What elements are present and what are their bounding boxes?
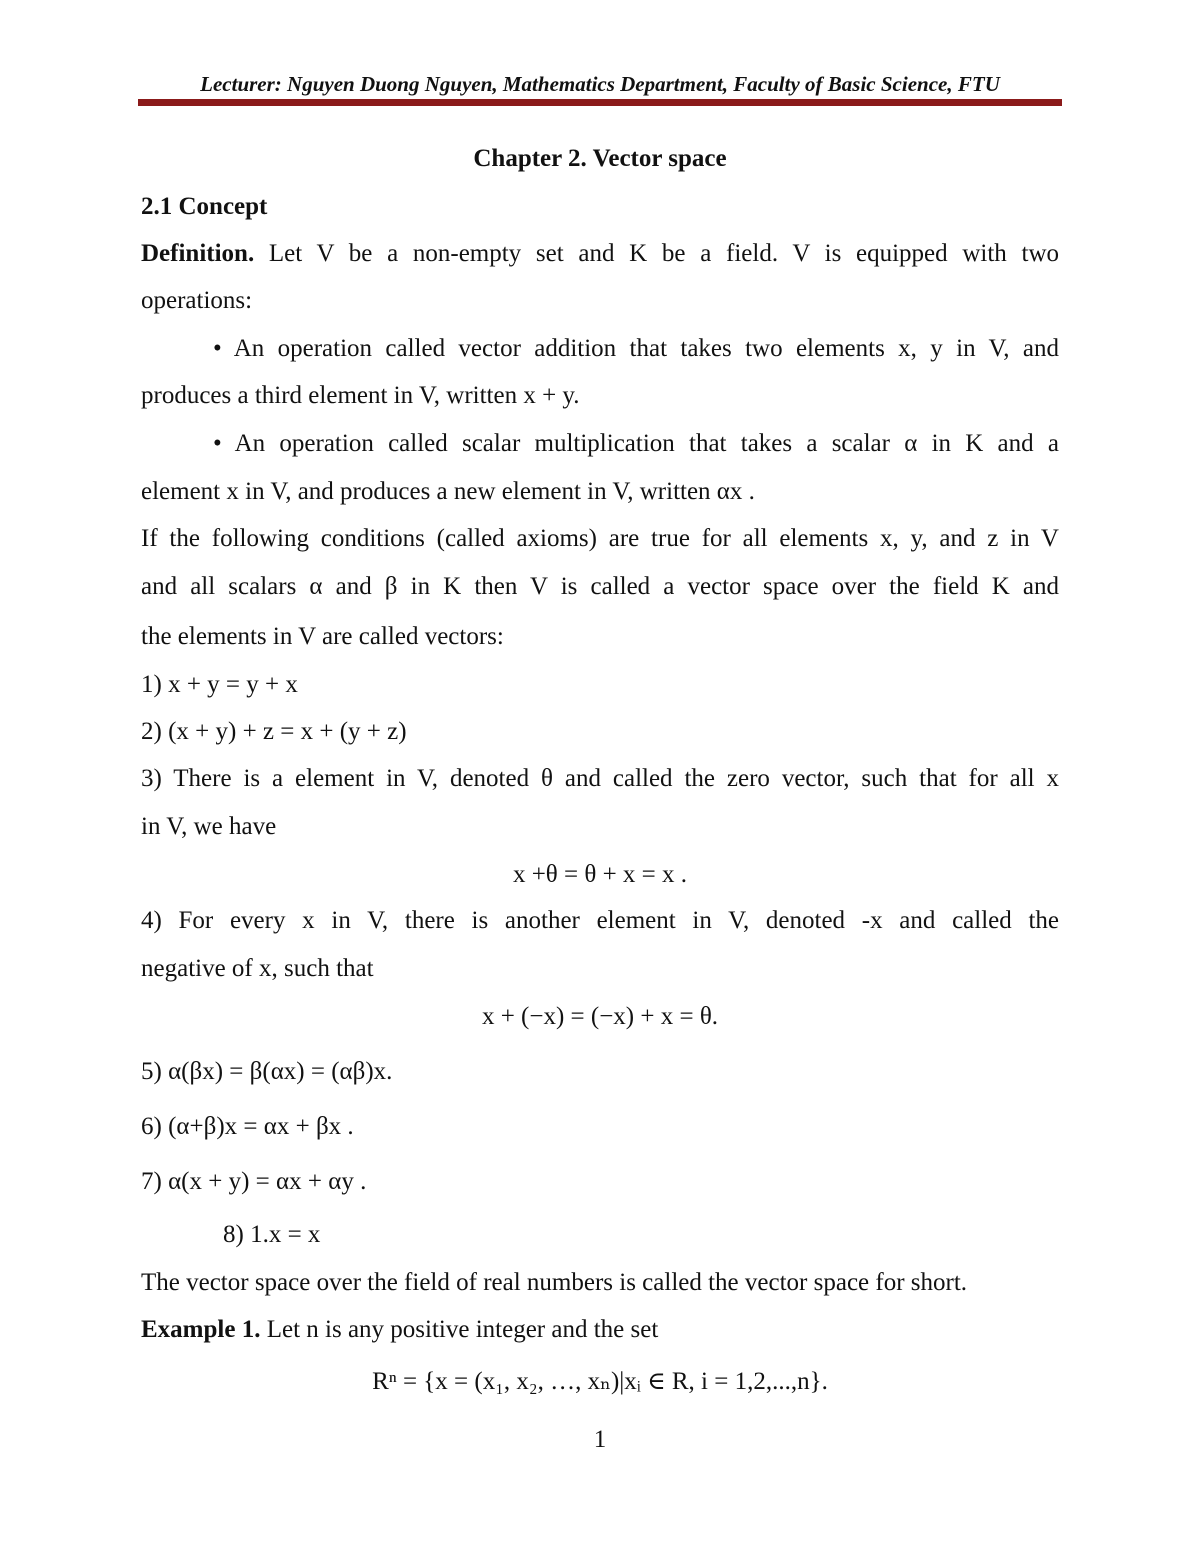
axiom-2: 2) (x + y) + z = x + (y + z) bbox=[141, 718, 407, 745]
axiom-7: 7) α(x + y) = αx + αy . bbox=[141, 1168, 367, 1195]
definition-label: Definition. bbox=[141, 240, 255, 267]
header-rule bbox=[138, 99, 1062, 106]
definition-line-1 bbox=[141, 241, 1059, 266]
bullet-addition-line-2: produces a third element in V, written x + y. bbox=[141, 382, 580, 409]
page-number: 1 bbox=[593, 1426, 607, 1453]
definition-text: Let V be a non-empty set and K be a field. V is equipped with two bbox=[254, 240, 1059, 267]
page-header: Lecturer: Nguyen Duong Nguyen, Mathematics Department, Faculty of Basic Science, FTU bbox=[200, 72, 1000, 96]
axiom-1: 1) x + y = y + x bbox=[141, 671, 298, 698]
closing-sentence: The vector space over the field of real numbers is called the vector space for short. bbox=[141, 1269, 968, 1296]
axiom-6: 6) (α+β)x = αx + βx . bbox=[141, 1113, 354, 1140]
conditions-line-1: If the following conditions (called axioms) are true for all elements x, y, and z in V bbox=[141, 525, 1059, 552]
chapter-title: Chapter 2. Vector space bbox=[473, 145, 727, 172]
conditions-line-2: and all scalars α and β in K then V is called a vector space over the field K and bbox=[141, 573, 1059, 600]
axiom-4-formula: x + (−x) = (−x) + x = θ. bbox=[481, 1003, 719, 1030]
axiom-3-line-2: in V, we have bbox=[141, 813, 277, 840]
example-formula: Rⁿ = {x = (x₁, x₂, …, xₙ)|xᵢ ∈ R, i = 1,2,...,n}. bbox=[372, 1368, 828, 1395]
axiom-4-line-1: 4) For every x in V, there is another element in V, denoted -x and called the bbox=[141, 907, 1059, 934]
example-text: Let n is any positive integer and the set bbox=[260, 1316, 659, 1343]
axiom-3-formula: x +θ = θ + x = x . bbox=[512, 861, 688, 888]
axiom-3-line-1: 3) There is a element in V, denoted θ and called the zero vector, such that for all x bbox=[141, 765, 1059, 792]
bullet-scalar-line-2: element x in V, and produces a new element in V, written αx . bbox=[141, 478, 755, 505]
axiom-5: 5) α(βx) = β(αx) = (αβ)x. bbox=[141, 1058, 393, 1085]
definition-line-2: operations: bbox=[141, 287, 253, 314]
example-label: Example 1. bbox=[141, 1316, 261, 1343]
section-title: 2.1 Concept bbox=[141, 193, 268, 220]
bullet-addition-line-1: • An operation called vector addition that takes two elements x, y in V, and bbox=[213, 335, 1059, 362]
bullet-scalar-line-1: • An operation called scalar multiplication that takes a scalar α in K and a bbox=[213, 430, 1059, 457]
example-1 bbox=[141, 1317, 1059, 1342]
conditions-line-3: the elements in V are called vectors: bbox=[141, 623, 504, 650]
axiom-8: 8) 1.x = x bbox=[223, 1221, 321, 1248]
axiom-4-line-2: negative of x, such that bbox=[141, 955, 374, 982]
